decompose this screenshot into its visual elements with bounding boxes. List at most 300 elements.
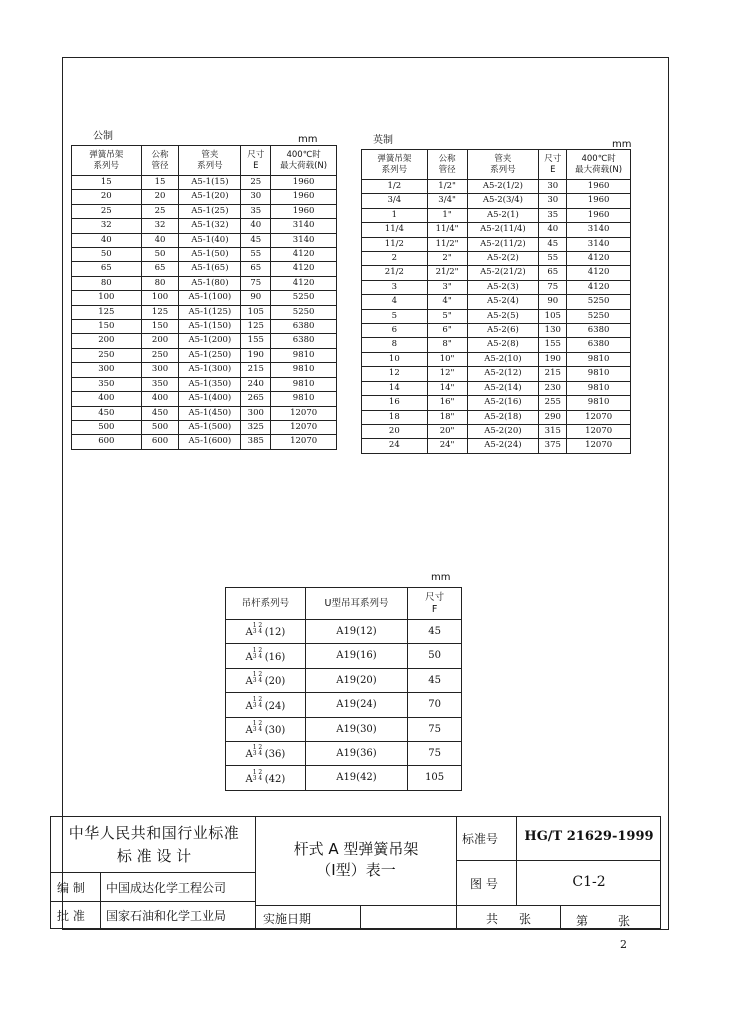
table-cell: A5-1(20) [179, 190, 241, 204]
table-cell: 16" [427, 396, 467, 410]
rod-series-cell [226, 668, 306, 692]
table-cell: 80 [72, 276, 142, 290]
table-row [362, 410, 631, 424]
table-cell: 600 [72, 435, 142, 449]
rod-prefix: A [245, 627, 253, 639]
table-cell: 3/4" [427, 194, 467, 208]
table-cell: 25 [141, 204, 179, 218]
table-cell: 24" [427, 439, 467, 453]
table-cell: A5-2(3) [467, 280, 539, 294]
metric-header-2: 管夹 系列号 [179, 146, 241, 176]
table-cell: 500 [72, 420, 142, 434]
table-cell: 12070 [567, 424, 631, 438]
table-cell: 18 [362, 410, 428, 424]
table-cell: A5-1(40) [179, 233, 241, 247]
table-cell: 3140 [567, 237, 631, 251]
table-cell: 24 [362, 439, 428, 453]
imperial-table [361, 149, 631, 454]
table-row [362, 180, 631, 194]
table-cell: 250 [141, 348, 179, 362]
table-cell: 100 [141, 291, 179, 305]
table-row [226, 741, 462, 765]
table-row [362, 266, 631, 280]
table-cell: 10 [362, 352, 428, 366]
table-row [362, 280, 631, 294]
table-row [362, 295, 631, 309]
imperial-header-2: 管夹 系列号 [467, 150, 539, 180]
table-cell: 9810 [567, 367, 631, 381]
dimension-f-cell: 70 [408, 693, 462, 717]
table-cell: 105 [241, 305, 271, 319]
table-cell: A5-1(150) [179, 320, 241, 334]
rod-type-marks: 1 2 3 4 [252, 646, 263, 660]
table-cell: 40 [72, 233, 142, 247]
table-cell: 4120 [271, 276, 337, 290]
table-row [72, 248, 337, 262]
table-cell: 11/4" [427, 223, 467, 237]
table-row [362, 338, 631, 352]
dimension-f-cell: 105 [408, 766, 462, 790]
table-row [362, 324, 631, 338]
rod-series-cell [226, 693, 306, 717]
drawing-no-label: 图 号 [470, 877, 498, 891]
table-cell: A5-2(1) [467, 208, 539, 222]
table-cell: A5-2(5) [467, 309, 539, 323]
table-cell: 1 [362, 208, 428, 222]
table-cell: A5-1(65) [179, 262, 241, 276]
table-cell: 55 [539, 252, 567, 266]
imperial-caption: 英制 [373, 135, 393, 146]
rod-table [225, 587, 462, 791]
table-cell: 3140 [271, 233, 337, 247]
compiled-by: 中国成达化学工程公司 [106, 881, 227, 895]
table-cell: 350 [141, 377, 179, 391]
table-cell: 30 [539, 180, 567, 194]
table-cell: A5-1(200) [179, 334, 241, 348]
table-row [72, 377, 337, 391]
u-clevis-cell: A19(42) [305, 766, 408, 790]
u-clevis-cell: A19(20) [305, 668, 408, 692]
table-cell: 155 [241, 334, 271, 348]
table-cell: 80 [141, 276, 179, 290]
imperial-header-4: 400℃时 最大荷载(N) [567, 150, 631, 180]
table-cell: 14 [362, 381, 428, 395]
table-cell: 4120 [271, 262, 337, 276]
table-cell: A5-2(10) [467, 352, 539, 366]
table-cell: 14" [427, 381, 467, 395]
table-row [72, 190, 337, 204]
table-row [362, 352, 631, 366]
imperial-header-1: 公称 管径 [427, 150, 467, 180]
table-cell: 9810 [567, 381, 631, 395]
table-cell: A5-1(80) [179, 276, 241, 290]
approved-by: 国家石油和化学工业局 [106, 909, 227, 923]
rod-size: (36) [264, 749, 286, 761]
table-cell: A5-2(1/2) [467, 180, 539, 194]
rod-series-cell [226, 741, 306, 765]
table-cell: 45 [539, 237, 567, 251]
table-row [72, 334, 337, 348]
table-cell: 265 [241, 392, 271, 406]
table-cell: 240 [241, 377, 271, 391]
rod-header-0: 吊杆系列号 [226, 588, 306, 620]
rod-prefix: A [245, 651, 253, 663]
table-cell: 290 [539, 410, 567, 424]
table-cell: 5 [362, 309, 428, 323]
table-cell: 1960 [567, 208, 631, 222]
table-cell: A5-2(3/4) [467, 194, 539, 208]
table-cell: A5-1(450) [179, 406, 241, 420]
table-cell: 40 [539, 223, 567, 237]
rod-prefix: A [245, 676, 253, 688]
table-cell: A5-2(21/2) [467, 266, 539, 280]
table-cell: 20 [72, 190, 142, 204]
table-cell: 8 [362, 338, 428, 352]
metric-unit: mm [298, 134, 318, 145]
table-cell: 20" [427, 424, 467, 438]
table-cell: 125 [241, 320, 271, 334]
table-row [362, 194, 631, 208]
dimension-f-cell: 45 [408, 620, 462, 644]
imperial-header-3: 尺寸 E [539, 150, 567, 180]
table-cell: 9810 [567, 352, 631, 366]
table-cell: 35 [539, 208, 567, 222]
table-row [362, 396, 631, 410]
dimension-f-cell: 75 [408, 741, 462, 765]
table-cell: 300 [72, 363, 142, 377]
u-clevis-cell: A19(12) [305, 620, 408, 644]
table-cell: 255 [539, 396, 567, 410]
table-cell: 1" [427, 208, 467, 222]
table-cell: 200 [141, 334, 179, 348]
total-sheets-label: 共 [486, 912, 499, 926]
table-cell: 75 [539, 280, 567, 294]
table-row [226, 717, 462, 741]
table-cell: 65 [72, 262, 142, 276]
table-cell: 350 [72, 377, 142, 391]
rod-prefix: A [245, 749, 253, 761]
table-cell: 6380 [271, 320, 337, 334]
table-cell: 200 [72, 334, 142, 348]
table-row [362, 439, 631, 453]
table-cell: 16 [362, 396, 428, 410]
table-cell: 1960 [567, 194, 631, 208]
table-cell: 100 [72, 291, 142, 305]
table-cell: 385 [241, 435, 271, 449]
std-no: HG/T 21629-1999 [524, 829, 654, 844]
table-cell: A5-1(500) [179, 420, 241, 434]
table-cell: A5-1(600) [179, 435, 241, 449]
table-cell: 6380 [567, 324, 631, 338]
rod-series-cell [226, 766, 306, 790]
table-row [362, 237, 631, 251]
metric-table [71, 145, 337, 450]
table-row [72, 233, 337, 247]
u-clevis-cell: A19(30) [305, 717, 408, 741]
table-cell: A5-1(350) [179, 377, 241, 391]
table-cell: 9810 [271, 348, 337, 362]
table-row [226, 766, 462, 790]
metric-header-3: 尺寸 E [241, 146, 271, 176]
table-cell: 11/2 [362, 237, 428, 251]
compiled-label: 编 制 [57, 881, 85, 895]
table-cell: 150 [72, 320, 142, 334]
table-cell: 40 [241, 219, 271, 233]
table-row [362, 252, 631, 266]
rod-type-marks: 1 2 3 4 [252, 622, 263, 636]
table-row [226, 693, 462, 717]
table-cell: 250 [72, 348, 142, 362]
table-cell: 12070 [271, 435, 337, 449]
table-cell: A5-2(2) [467, 252, 539, 266]
rod-size: (42) [264, 773, 286, 785]
table-row [362, 381, 631, 395]
rod-type-marks: 1 2 3 4 [252, 744, 263, 758]
table-cell: 12 [362, 367, 428, 381]
table-cell: 65 [141, 262, 179, 276]
table-cell: 65 [539, 266, 567, 280]
table-cell: 105 [539, 309, 567, 323]
table-cell: 4 [362, 295, 428, 309]
metric-header-4: 400℃时 最大荷载(N) [271, 146, 337, 176]
table-row [72, 204, 337, 218]
table-cell: A5-1(25) [179, 204, 241, 218]
table-cell: A5-1(100) [179, 291, 241, 305]
table-cell: 45 [241, 233, 271, 247]
total-sheets-unit: 张 [519, 912, 532, 926]
imperial-header-0: 弹簧吊架 系列号 [362, 150, 428, 180]
table-cell: 12070 [567, 439, 631, 453]
table-cell: 30 [539, 194, 567, 208]
rod-series-cell [226, 620, 306, 644]
table-cell: 1960 [567, 180, 631, 194]
rod-type-marks: 1 2 3 4 [252, 720, 263, 734]
table-cell: A5-2(20) [467, 424, 539, 438]
table-row [72, 305, 337, 319]
org-line1: 中华人民共和国行业标准 [68, 824, 240, 842]
table-cell: A5-2(14) [467, 381, 539, 395]
table-row [226, 668, 462, 692]
table-cell: 450 [72, 406, 142, 420]
rod-size: (16) [264, 651, 286, 663]
table-cell: 20 [362, 424, 428, 438]
table-cell: 25 [241, 176, 271, 190]
rod-size: (30) [264, 725, 286, 737]
table-cell: 300 [241, 406, 271, 420]
table-cell: 90 [539, 295, 567, 309]
approved-label: 批 准 [57, 909, 85, 923]
table-cell: 3" [427, 280, 467, 294]
table-row [72, 320, 337, 334]
table-cell: 1/2" [427, 180, 467, 194]
org-line2: 标 准 设 计 [116, 847, 192, 865]
table-cell: 12070 [271, 406, 337, 420]
table-cell: 6" [427, 324, 467, 338]
table-cell: 5250 [567, 309, 631, 323]
table-cell: 6380 [567, 338, 631, 352]
rod-size: (24) [264, 700, 286, 712]
table-cell: 9810 [567, 396, 631, 410]
rod-prefix: A [245, 700, 253, 712]
rod-size: (20) [264, 676, 286, 688]
table-cell: 5250 [271, 291, 337, 305]
dimension-f-cell: 75 [408, 717, 462, 741]
table-cell: 3/4 [362, 194, 428, 208]
rod-prefix: A [245, 773, 253, 785]
table-cell: 215 [539, 367, 567, 381]
table-cell: A5-1(15) [179, 176, 241, 190]
table-row [72, 363, 337, 377]
table-row [226, 644, 462, 668]
table-cell: 32 [72, 219, 142, 233]
rod-unit: mm [431, 572, 451, 583]
table-row [72, 291, 337, 305]
table-cell: 5250 [567, 295, 631, 309]
table-cell: 90 [241, 291, 271, 305]
table-cell: 4120 [567, 266, 631, 280]
table-row [72, 348, 337, 362]
table-cell: A5-1(50) [179, 248, 241, 262]
table-row [72, 420, 337, 434]
table-cell: 1/2 [362, 180, 428, 194]
table-cell: 400 [141, 392, 179, 406]
table-cell: A5-2(11/4) [467, 223, 539, 237]
dimension-f-cell: 50 [408, 644, 462, 668]
table-cell: 4" [427, 295, 467, 309]
table-cell: 35 [241, 204, 271, 218]
table-cell: A5-1(32) [179, 219, 241, 233]
table-cell: 500 [141, 420, 179, 434]
table-row [72, 176, 337, 190]
table-row [362, 208, 631, 222]
table-cell: 600 [141, 435, 179, 449]
table-cell: 215 [241, 363, 271, 377]
table-row [226, 620, 462, 644]
table-cell: 50 [141, 248, 179, 262]
table-row [72, 406, 337, 420]
table-cell: 3140 [271, 219, 337, 233]
sheet-unit: 张 [618, 914, 631, 928]
table-cell: 18" [427, 410, 467, 424]
table-cell: 9810 [271, 392, 337, 406]
table-cell: 10" [427, 352, 467, 366]
rod-prefix: A [245, 725, 253, 737]
table-cell: 130 [539, 324, 567, 338]
u-clevis-cell: A19(16) [305, 644, 408, 668]
table-cell: 6380 [271, 334, 337, 348]
rod-series-cell [226, 717, 306, 741]
table-row [72, 219, 337, 233]
table-row [72, 435, 337, 449]
table-cell: 4120 [271, 248, 337, 262]
sheet-label: 第 [576, 914, 589, 928]
table-cell: 3 [362, 280, 428, 294]
table-cell: 6 [362, 324, 428, 338]
rod-series-cell [226, 644, 306, 668]
table-cell: 450 [141, 406, 179, 420]
table-row [362, 367, 631, 381]
table-cell: 12070 [567, 410, 631, 424]
table-cell: A5-2(4) [467, 295, 539, 309]
metric-header-1: 公称 管径 [141, 146, 179, 176]
table-cell: 230 [539, 381, 567, 395]
table-cell: 3140 [567, 223, 631, 237]
effective-label: 实施日期 [263, 912, 312, 926]
table-cell: 65 [241, 262, 271, 276]
table-row [72, 276, 337, 290]
table-cell: A5-2(6) [467, 324, 539, 338]
table-cell: 12070 [271, 420, 337, 434]
table-cell: 15 [72, 176, 142, 190]
table-cell: 5250 [271, 305, 337, 319]
table-cell: 21/2 [362, 266, 428, 280]
table-cell: 4120 [567, 252, 631, 266]
dimension-f-cell: 45 [408, 668, 462, 692]
table-cell: 15 [141, 176, 179, 190]
metric-header-0: 弹簧吊架 系列号 [72, 146, 142, 176]
table-cell: A5-1(125) [179, 305, 241, 319]
page-number: 2 [620, 938, 627, 951]
table-cell: A5-2(24) [467, 439, 539, 453]
table-cell: 2" [427, 252, 467, 266]
table-cell: 21/2" [427, 266, 467, 280]
table-cell: 9810 [271, 377, 337, 391]
table-cell: 11/2" [427, 237, 467, 251]
title-line1: 杆式 A 型弹簧吊架 [293, 840, 419, 858]
table-row [362, 223, 631, 237]
table-cell: A5-2(18) [467, 410, 539, 424]
table-row [72, 392, 337, 406]
rod-type-marks: 1 2 3 4 [252, 695, 263, 709]
table-row [72, 262, 337, 276]
metric-caption: 公制 [93, 131, 113, 142]
table-cell: 400 [72, 392, 142, 406]
table-cell: 1960 [271, 176, 337, 190]
table-cell: A5-1(250) [179, 348, 241, 362]
rod-type-marks: 1 2 3 4 [252, 671, 263, 685]
table-cell: 1960 [271, 190, 337, 204]
table-cell: 32 [141, 219, 179, 233]
rod-header-1: U型吊耳系列号 [305, 588, 408, 620]
table-cell: A5-2(16) [467, 396, 539, 410]
table-cell: 50 [72, 248, 142, 262]
table-cell: 5" [427, 309, 467, 323]
table-cell: 300 [141, 363, 179, 377]
table-cell: 4120 [567, 280, 631, 294]
u-clevis-cell: A19(24) [305, 693, 408, 717]
table-cell: A5-1(400) [179, 392, 241, 406]
std-no-label: 标准号 [462, 832, 499, 846]
table-cell: 55 [241, 248, 271, 262]
table-cell: 190 [539, 352, 567, 366]
table-cell: A5-2(12) [467, 367, 539, 381]
title-line2: （Ⅰ型）表一 [316, 861, 396, 879]
table-cell: 75 [241, 276, 271, 290]
table-cell: 150 [141, 320, 179, 334]
table-cell: 25 [72, 204, 142, 218]
table-cell: 30 [241, 190, 271, 204]
table-cell: A5-2(11/2) [467, 237, 539, 251]
table-cell: 2 [362, 252, 428, 266]
table-cell: 325 [241, 420, 271, 434]
table-cell: 315 [539, 424, 567, 438]
table-cell: A5-1(300) [179, 363, 241, 377]
table-row [362, 309, 631, 323]
table-cell: 8" [427, 338, 467, 352]
table-cell: 20 [141, 190, 179, 204]
table-cell: 155 [539, 338, 567, 352]
table-cell: A5-2(8) [467, 338, 539, 352]
